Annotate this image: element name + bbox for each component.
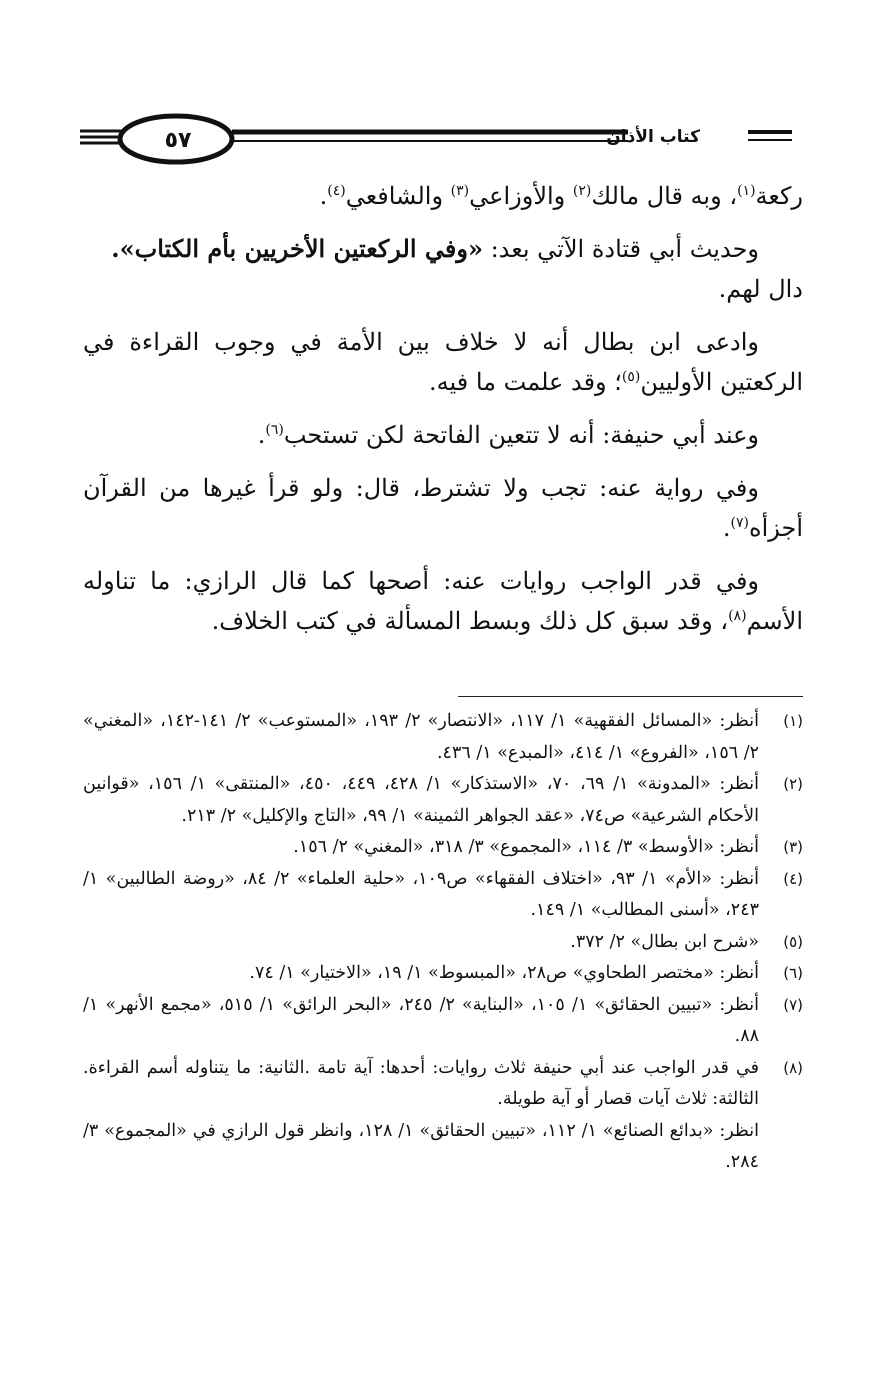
footnote-8 [83,1053,803,1179]
footnote-ref-7[interactable]: (٧) [730,515,749,531]
footnote-4 [83,864,803,927]
footnote-6 [83,958,803,990]
paragraph-6: وفي رواية عنه: تجب ولا تشترط، قال: ولو قرأ غيرها من القرآن أجزأه$^{(٧)}$. [83,474,803,542]
page-number: ٥٧ [164,128,192,153]
footnote-ref-5[interactable]: (٥) [621,369,641,385]
main-text [83,176,803,654]
footnote-number: (٧) [783,995,803,1014]
footnote-number: (٢) [783,775,803,793]
footnote-ref-6[interactable]: (٦) [265,422,284,438]
footnote-text: أنظر: «المسائل الفقهية» ١/ ١١٧، «الانتصار» ٢/ ١٩٣، «المستوعب» ٢/ ١٤١-١٤٢، «المغني» ٢/ ١٥٦، «الفروع» ١/ ٤١٤، «المبدع» ١/ ٤٣٦. [83,711,759,763]
footnote-1 [83,706,803,769]
paragraph-3: دال لهم. [718,275,803,303]
page-header [80,108,792,170]
footnote-7 [83,990,803,1053]
running-title: كتاب الأذان [606,127,700,147]
footnote-text: أنظر: «المدونة» ١/ ٦٩، ٧٠، «الاستذكار» ١/ ٤٢٨، ٤٤٩، ٤٥٠، «المنتقى» ١/ ١٥٦، «قوانين الأحكام الشرعية» ص٧٤، «عقد الجواهر الثمينة» ١/ ٩٩، «التاج والإكليل» ٢/ ٢١٣. [83,774,759,826]
hadith-quote: «وفي الركعتين الأخريين بأم الكتاب». [111,234,483,263]
footnote-5 [83,927,803,959]
footnote-text: أنظر: «الأم» ١/ ٩٣، «اختلاف الفقهاء» ص١٠٩، «حلية العلماء» ٢/ ٨٤، «روضة الطالبين» ١/ ٢٤٣، «أسنى المطالب» ١/ ١٤٩. [83,868,759,920]
paragraph-1: ركعة$^{(١)}$، وبه قال مالك$^{(٢)}$ والأوزاعي$^{(٣)}$ والشافعي$^{(٤)}$. [319,182,803,210]
footnote-number: (٦) [783,964,803,982]
footnote-ref-4[interactable]: (٤) [327,183,346,199]
footnote-text: أنظر: «مختصر الطحاوي» ص٢٨، «المبسوط» ١/ ١٩، «الاختيار» ١/ ٧٤. [249,963,759,983]
footnotes [83,706,803,1179]
footnote-ref-2[interactable]: (٢) [572,183,592,199]
paragraph-4: وادعى ابن بطال أنه لا خلاف بين الأمة في وجوب القراءة في الركعتين الأوليين$^{(٥)}$؛ وقد علمت ما فيه. [83,328,803,396]
paragraph-5: وعند أبي حنيفة: أنه لا تتعين الفاتحة لكن تستحب$^{(٦)}$. [257,421,759,449]
footnote-text: أنظر: «تبيين الحقائق» ١/ ١٠٥، «البناية» ٢/ ٢٤٥، «البحر الرائق» ١/ ٥١٥، «مجمع الأنهر» ١/ ٨٨. [83,994,760,1046]
footnote-number: (٥) [783,932,803,951]
footnote-ref-1[interactable]: (١) [737,183,756,199]
footnote-2 [83,769,803,832]
footnote-number: (١) [783,712,803,730]
footnote-text: «شرح ابن بطال» ٢/ ٣٧٢. [570,931,759,952]
footnote-number: (٣) [783,838,803,856]
footnote-divider [458,696,803,697]
paragraph-7: وفي قدر الواجب روايات عنه: أصحها كما قال الرازي: ما تناوله الأسم$^{(٨)}$، وقد سبق كل ذلك وبسط المسألة في كتب الخلاف. [83,567,803,635]
footnote-text: أنظر: «الأوسط» ٣/ ١١٤، «المجموع» ٣/ ٣١٨، «المغني» ٢/ ١٥٦. [293,837,759,857]
footnote-text: في قدر الواجب عند أبي حنيفة ثلاث روايات: أحدها: آية تامة .الثانية: ما يتناوله أسم القراءة. الثالثة: ثلاث آيات قصار أو آية طويلة. [83,1057,759,1109]
footnote-ref-3[interactable]: (٣) [450,183,470,199]
paragraph-2: وحديث أبي قتادة الآتي بعد: «وفي الركعتين الأخريين بأم الكتاب». [111,234,759,263]
footnote-ref-8[interactable]: (٨) [728,608,747,624]
footnote-number: (٨) [783,1058,803,1077]
footnote-number: (٤) [783,869,803,888]
footnote-text-continued: انظر: «بدائع الصنائع» ١/ ١١٢، «تبيين الحقائق» ١/ ١٢٨، وانظر قول الرازي في «المجموع» ٣/ ٢٨٤. [83,1120,759,1172]
footnote-3 [83,832,803,864]
